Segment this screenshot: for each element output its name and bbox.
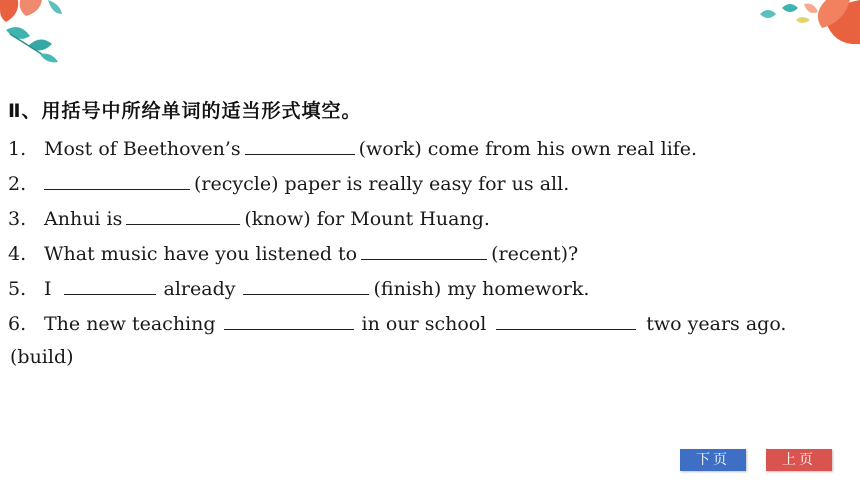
question-text: (know) for Mount Huang. <box>244 208 490 230</box>
question-3 <box>8 206 490 231</box>
answer-blank[interactable] <box>126 206 240 225</box>
question-text: The new teaching <box>44 313 216 335</box>
question-text: Anhui is <box>44 208 123 230</box>
question-text: already <box>163 278 236 300</box>
question-6-hint <box>8 345 74 369</box>
section-heading: Ⅱ、用括号中所给单词的适当形式填空。 <box>8 100 362 122</box>
question-text: (recycle) paper is really easy for us all. <box>194 173 570 195</box>
question-text: two years ago. <box>646 313 787 335</box>
question-4 <box>8 241 578 266</box>
question-number: 2. <box>8 173 27 195</box>
question-text: (recent)? <box>491 243 579 265</box>
question-text: (finish) my homework. <box>373 278 590 300</box>
next-page-button[interactable]: 下页 <box>680 449 746 471</box>
question-text: Most of Beethoven’s <box>44 138 241 160</box>
question-number: 3. <box>8 208 27 230</box>
question-text: What music have you listened to <box>44 243 358 265</box>
question-text: (work) come from his own real life. <box>358 138 698 160</box>
answer-blank[interactable] <box>44 171 190 190</box>
question-6 <box>8 311 786 336</box>
question-2 <box>8 171 569 196</box>
question-number: 5. <box>8 278 27 300</box>
answer-blank[interactable] <box>243 276 369 295</box>
answer-blank[interactable] <box>245 136 355 155</box>
answer-blank[interactable] <box>496 311 636 330</box>
floral-decoration-right <box>730 0 860 60</box>
question-text: I <box>44 278 52 300</box>
answer-blank[interactable] <box>64 276 156 295</box>
question-number: 4. <box>8 243 27 265</box>
question-text: in our school <box>361 313 487 335</box>
question-1 <box>8 136 697 161</box>
answer-blank[interactable] <box>361 241 487 260</box>
word-hint: (build) <box>10 346 74 368</box>
question-number: 1. <box>8 138 27 160</box>
answer-blank[interactable] <box>224 311 354 330</box>
question-number: 6. <box>8 313 27 335</box>
question-5 <box>8 276 589 301</box>
floral-decoration-left <box>0 0 90 70</box>
previous-page-button[interactable]: 上页 <box>766 449 832 471</box>
